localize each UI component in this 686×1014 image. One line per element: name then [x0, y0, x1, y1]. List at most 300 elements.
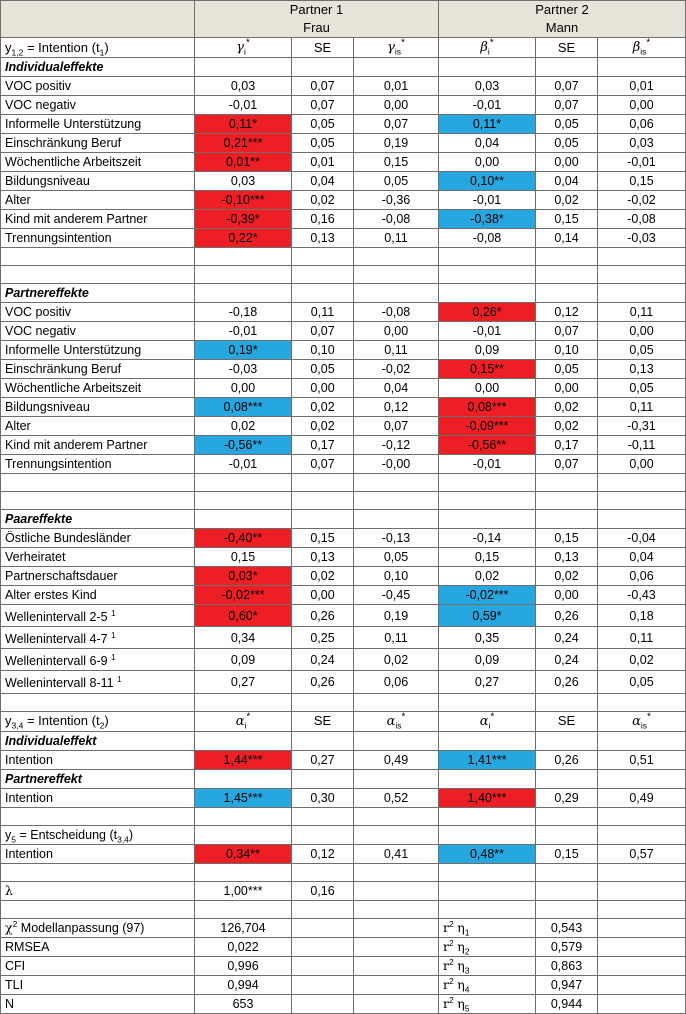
spacer-row — [1, 693, 686, 711]
spacer-row — [1, 248, 686, 266]
spacer-cell — [439, 900, 536, 918]
data-cell: 0,05 — [292, 360, 354, 379]
fit-label: N — [1, 994, 195, 1013]
data-cell: 0,21*** — [195, 134, 292, 153]
spacer-cell — [195, 863, 292, 881]
data-cell: 0,07 — [292, 455, 354, 474]
data-cell: 0,05 — [598, 379, 686, 398]
spacer-cell — [536, 474, 598, 492]
data-cell: 0,02 — [195, 417, 292, 436]
table-row — [1, 134, 686, 153]
spacer-cell — [292, 863, 354, 881]
data-cell: -0,02 — [598, 191, 686, 210]
spacer-cell — [354, 807, 439, 825]
section-title-pad — [292, 284, 354, 303]
data-cell: -0,39* — [195, 210, 292, 229]
table-row — [1, 96, 686, 115]
section-title-row — [1, 510, 686, 529]
data-cell: -0,01 — [195, 96, 292, 115]
table-row — [1, 229, 686, 248]
data-cell: 0,14 — [536, 229, 598, 248]
table-row — [1, 322, 686, 341]
fit-pad — [354, 956, 439, 975]
fit-statistic-row — [1, 918, 686, 937]
spacer-cell — [598, 248, 686, 266]
section-title-pad — [536, 731, 598, 750]
spacer-cell — [439, 248, 536, 266]
row-label: Alter — [1, 191, 195, 210]
column-symbol-block2-1: SE — [292, 711, 354, 731]
data-cell: 0,34 — [195, 627, 292, 649]
table-row — [1, 360, 686, 379]
data-cell: 0,10 — [292, 341, 354, 360]
data-cell: 0,02 — [292, 567, 354, 586]
section-title-pad — [354, 510, 439, 529]
spacer-cell — [292, 693, 354, 711]
data-cell: 0,19 — [354, 134, 439, 153]
data-cell: 0,04 — [536, 172, 598, 191]
data-cell: 0,05 — [354, 172, 439, 191]
data-cell: 0,07 — [354, 417, 439, 436]
spacer-cell — [439, 266, 536, 284]
pad-cell — [536, 825, 598, 844]
section-title-label: Paareffekte — [1, 510, 195, 529]
data-cell: 0,01** — [195, 153, 292, 172]
data-cell: 0,15 — [536, 210, 598, 229]
data-cell: 0,09 — [439, 341, 536, 360]
section-title-label: Partnereffekt — [1, 769, 195, 788]
data-cell: 0,15** — [439, 360, 536, 379]
fit-pad — [598, 975, 686, 994]
table-row — [1, 341, 686, 360]
spacer-cell — [598, 474, 686, 492]
row-label: VOC positiv — [1, 77, 195, 96]
row-label: Intention — [1, 788, 195, 807]
spacer-cell — [536, 863, 598, 881]
data-cell: 0,03 — [195, 172, 292, 191]
fit-pad — [354, 994, 439, 1013]
data-cell: 0,15 — [195, 548, 292, 567]
data-cell: -0,36 — [354, 191, 439, 210]
data-cell: 0,08*** — [195, 398, 292, 417]
table-row — [1, 398, 686, 417]
table-row — [1, 115, 686, 134]
row-label: Kind mit anderem Partner — [1, 436, 195, 455]
lambda-cell — [598, 881, 686, 900]
column-symbol-block1-3: $\beta_i^*$ — [439, 38, 536, 58]
header-corner-cell — [1, 1, 195, 38]
data-cell: 0,00 — [292, 379, 354, 398]
data-cell: -0,38* — [439, 210, 536, 229]
data-cell: 0,59* — [439, 605, 536, 627]
data-cell: 0,00 — [195, 379, 292, 398]
pad-cell — [439, 825, 536, 844]
data-cell: 0,00 — [439, 153, 536, 172]
data-cell: -0,14 — [439, 529, 536, 548]
data-cell: 0,13 — [598, 360, 686, 379]
spacer-cell — [292, 492, 354, 510]
section-title-pad — [195, 58, 292, 77]
data-cell: 0,26 — [292, 605, 354, 627]
data-cell: 0,07 — [292, 322, 354, 341]
section-title-pad — [195, 769, 292, 788]
fit-value: 653 — [195, 994, 292, 1013]
data-cell: 0,06 — [598, 115, 686, 134]
table-row — [1, 379, 686, 398]
data-cell: -0,11 — [598, 436, 686, 455]
data-cell: 0,02 — [536, 398, 598, 417]
row-label: Kind mit anderem Partner — [1, 210, 195, 229]
data-cell: 1,44*** — [195, 750, 292, 769]
table-row — [1, 750, 686, 769]
data-cell: -0,02 — [354, 360, 439, 379]
data-cell: -0,45 — [354, 586, 439, 605]
spacer-cell — [292, 807, 354, 825]
data-cell: 0,60* — [195, 605, 292, 627]
section-title-pad — [536, 284, 598, 303]
spacer-cell — [536, 492, 598, 510]
data-cell: 0,15 — [292, 529, 354, 548]
data-cell: -0,01 — [195, 322, 292, 341]
data-cell: 0,02 — [598, 649, 686, 671]
column-symbol-block2-2: $\alpha_{is}^*$ — [354, 711, 439, 731]
rsquared-label: $r^2$ $\eta_4$ — [439, 975, 536, 994]
rsquared-label: $r^2$ $\eta_2$ — [439, 937, 536, 956]
fit-label: TLI — [1, 975, 195, 994]
section-title-pad — [195, 284, 292, 303]
data-cell: 0,10 — [536, 341, 598, 360]
spacer-cell — [536, 900, 598, 918]
table-row — [1, 671, 686, 693]
data-cell: -0,08 — [439, 229, 536, 248]
section-title-row — [1, 731, 686, 750]
spacer-cell — [292, 248, 354, 266]
spacer-cell — [292, 474, 354, 492]
data-cell: -0,08 — [354, 303, 439, 322]
data-cell: 0,15 — [354, 153, 439, 172]
fit-pad — [598, 937, 686, 956]
data-cell: 0,18 — [598, 605, 686, 627]
spacer-cell — [1, 807, 195, 825]
fit-value: 126,704 — [195, 918, 292, 937]
table-header-row — [1, 1, 686, 38]
section-title-row — [1, 58, 686, 77]
row-label: Informelle Unterstützung — [1, 115, 195, 134]
data-cell: 0,00 — [354, 322, 439, 341]
fit-label: CFI — [1, 956, 195, 975]
pad-cell — [195, 825, 292, 844]
data-cell: 0,07 — [536, 455, 598, 474]
data-cell: -0,04 — [598, 529, 686, 548]
data-cell: 0,11 — [354, 341, 439, 360]
data-cell: 0,49 — [354, 750, 439, 769]
spacer-cell — [598, 492, 686, 510]
section-title-pad — [292, 58, 354, 77]
lambda-cell — [354, 881, 439, 900]
spacer-cell — [439, 807, 536, 825]
spacer-cell — [1, 492, 195, 510]
data-cell: 1,41*** — [439, 750, 536, 769]
spacer-cell — [195, 900, 292, 918]
data-cell: 0,27 — [439, 671, 536, 693]
rsquared-value: 0,543 — [536, 918, 598, 937]
spacer-row — [1, 863, 686, 881]
data-cell: 0,51 — [598, 750, 686, 769]
row-label: Intention — [1, 750, 195, 769]
data-cell: 0,24 — [536, 627, 598, 649]
header-partner1-title: Partner 1 — [289, 2, 344, 17]
data-cell: 0,26* — [439, 303, 536, 322]
data-cell: 0,26 — [292, 671, 354, 693]
section-title-pad — [536, 769, 598, 788]
section-title-pad — [439, 731, 536, 750]
table-row — [1, 548, 686, 567]
data-cell: -0,01 — [195, 455, 292, 474]
block-label-block2: $y_{3,4}$ = Intention $(t_2)$ — [1, 711, 195, 731]
data-cell: -0,01 — [439, 322, 536, 341]
data-cell: 0,05 — [354, 548, 439, 567]
data-cell: 0,49 — [598, 788, 686, 807]
row-label: Wellenintervall 4-7 $^1$ — [1, 627, 195, 649]
data-cell: 0,13 — [292, 548, 354, 567]
column-symbol-block1-0: $\gamma_i^*$ — [195, 38, 292, 58]
section-title-pad — [598, 510, 686, 529]
data-cell: -0,01 — [439, 191, 536, 210]
data-cell: 0,00 — [292, 586, 354, 605]
data-cell: 0,57 — [598, 844, 686, 863]
data-cell: 0,07 — [536, 96, 598, 115]
data-cell: 0,17 — [292, 436, 354, 455]
row-label: Verheiratet — [1, 548, 195, 567]
fit-statistic-row — [1, 937, 686, 956]
spacer-cell — [195, 474, 292, 492]
section-title-pad — [536, 58, 598, 77]
row-label: Intention — [1, 844, 195, 863]
column-symbol-block2-5: $\alpha_{is}^*$ — [598, 711, 686, 731]
lambda-row — [1, 881, 686, 900]
data-cell: 1,45*** — [195, 788, 292, 807]
row-label: Östliche Bundesländer — [1, 529, 195, 548]
data-cell: 0,00 — [598, 96, 686, 115]
data-cell: 0,06 — [354, 671, 439, 693]
data-cell: 0,06 — [598, 567, 686, 586]
fit-statistic-row — [1, 975, 686, 994]
data-cell: 0,48** — [439, 844, 536, 863]
data-cell: 0,04 — [598, 548, 686, 567]
spacer-row — [1, 492, 686, 510]
row-label: Alter — [1, 417, 195, 436]
data-cell: 0,03* — [195, 567, 292, 586]
fit-statistic-row — [1, 956, 686, 975]
row-label: Einschränkung Beruf — [1, 134, 195, 153]
data-cell: 0,00 — [536, 586, 598, 605]
fit-statistic-row — [1, 994, 686, 1013]
spacer-cell — [598, 693, 686, 711]
pad-cell — [292, 825, 354, 844]
spacer-cell — [1, 474, 195, 492]
row-label: Alter erstes Kind — [1, 586, 195, 605]
data-cell: 0,00 — [354, 96, 439, 115]
data-cell: 0,24 — [536, 649, 598, 671]
data-cell: 0,11 — [598, 627, 686, 649]
data-cell: 0,04 — [439, 134, 536, 153]
section-title-pad — [195, 510, 292, 529]
data-cell: 0,11* — [439, 115, 536, 134]
rsquared-value: 0,944 — [536, 994, 598, 1013]
data-cell: 0,19 — [354, 605, 439, 627]
data-cell: 0,09 — [439, 649, 536, 671]
data-cell: -0,12 — [354, 436, 439, 455]
data-cell: 0,11 — [354, 229, 439, 248]
table-row — [1, 436, 686, 455]
data-cell: -0,01 — [439, 455, 536, 474]
header-partner1-subtitle: Frau — [303, 20, 330, 35]
data-cell: -0,08 — [598, 210, 686, 229]
spacer-cell — [536, 807, 598, 825]
data-cell: -0,08 — [354, 210, 439, 229]
fit-pad — [354, 975, 439, 994]
data-cell: -0,03 — [195, 360, 292, 379]
section-title-pad — [439, 769, 536, 788]
fit-pad — [292, 994, 354, 1013]
data-cell: 0,10** — [439, 172, 536, 191]
table-row — [1, 172, 686, 191]
data-cell: 0,07 — [354, 115, 439, 134]
section-title-pad — [598, 58, 686, 77]
data-cell: 0,25 — [292, 627, 354, 649]
section-title-label: Partnereffekte — [1, 284, 195, 303]
data-cell: 0,41 — [354, 844, 439, 863]
data-cell: 0,15 — [536, 529, 598, 548]
fit-pad — [598, 956, 686, 975]
data-cell: -0,00 — [354, 455, 439, 474]
data-cell: 0,12 — [536, 303, 598, 322]
data-cell: 0,04 — [354, 379, 439, 398]
section-title-pad — [598, 769, 686, 788]
data-cell: 0,13 — [292, 229, 354, 248]
data-cell: 0,22* — [195, 229, 292, 248]
fit-label: RMSEA — [1, 937, 195, 956]
data-cell: 0,52 — [354, 788, 439, 807]
header-partner2 — [439, 1, 686, 38]
table-row — [1, 455, 686, 474]
column-symbol-block2-3: $\alpha_i^*$ — [439, 711, 536, 731]
fit-pad — [292, 975, 354, 994]
data-cell: 0,11 — [598, 398, 686, 417]
spacer-cell — [195, 248, 292, 266]
data-cell: 0,07 — [292, 77, 354, 96]
table-row — [1, 586, 686, 605]
block-label-block1: $y_{1,2}$ = Intention $(t_1)$ — [1, 38, 195, 58]
row-label: Trennungsintention — [1, 455, 195, 474]
section-title-row — [1, 284, 686, 303]
spacer-cell — [354, 474, 439, 492]
fit-value: 0,022 — [195, 937, 292, 956]
fit-pad — [598, 918, 686, 937]
row-label: Informelle Unterstützung — [1, 341, 195, 360]
data-cell: 0,01 — [292, 153, 354, 172]
fit-value: 0,994 — [195, 975, 292, 994]
table-row — [1, 788, 686, 807]
fit-pad — [354, 918, 439, 937]
fit-pad — [292, 918, 354, 937]
data-cell: 0,05 — [536, 115, 598, 134]
spacer-cell — [536, 248, 598, 266]
block3-label-row — [1, 825, 686, 844]
spacer-cell — [598, 807, 686, 825]
column-symbol-block1-4: SE — [536, 38, 598, 58]
rsquared-value: 0,947 — [536, 975, 598, 994]
spacer-cell — [354, 863, 439, 881]
column-symbol-block2-0: $\alpha_i^*$ — [195, 711, 292, 731]
data-cell: 0,24 — [292, 649, 354, 671]
spacer-cell — [536, 693, 598, 711]
data-cell: 0,05 — [536, 134, 598, 153]
spacer-cell — [598, 266, 686, 284]
lambda-cell — [536, 881, 598, 900]
data-cell: 0,15 — [598, 172, 686, 191]
fit-label: $\chi^2$ Modellanpassung (97) — [1, 918, 195, 937]
data-cell: 0,02 — [536, 567, 598, 586]
spacer-cell — [439, 474, 536, 492]
section-title-pad — [598, 731, 686, 750]
row-label: Wellenintervall 6-9 $^1$ — [1, 649, 195, 671]
data-cell: 0,16 — [292, 210, 354, 229]
data-cell: -0,10*** — [195, 191, 292, 210]
data-cell: 0,26 — [536, 671, 598, 693]
data-cell: 0,00 — [439, 379, 536, 398]
row-label: VOC negativ — [1, 322, 195, 341]
section-title-pad — [354, 58, 439, 77]
spacer-cell — [1, 266, 195, 284]
row-label: Wöchentliche Arbeitszeit — [1, 153, 195, 172]
spacer-cell — [1, 693, 195, 711]
spacer-row — [1, 266, 686, 284]
spacer-cell — [1, 900, 195, 918]
data-cell: 0,05 — [598, 341, 686, 360]
column-symbol-block2-4: SE — [536, 711, 598, 731]
lambda-label: λ — [1, 881, 195, 900]
header-partner2-subtitle: Mann — [545, 20, 579, 35]
row-label: VOC negativ — [1, 96, 195, 115]
data-cell: 0,00 — [536, 153, 598, 172]
data-cell: 0,05 — [598, 671, 686, 693]
spacer-cell — [195, 807, 292, 825]
data-cell: 0,00 — [598, 322, 686, 341]
data-cell: 0,29 — [536, 788, 598, 807]
column-symbol-block1-1: SE — [292, 38, 354, 58]
spacer-cell — [354, 248, 439, 266]
spacer-cell — [439, 492, 536, 510]
data-cell: 0,09 — [195, 649, 292, 671]
data-cell: 0,11 — [598, 303, 686, 322]
data-cell: 0,30 — [292, 788, 354, 807]
row-label: VOC positiv — [1, 303, 195, 322]
spacer-cell — [1, 863, 195, 881]
spacer-cell — [354, 900, 439, 918]
data-cell: 0,11* — [195, 115, 292, 134]
data-cell: 0,07 — [536, 77, 598, 96]
data-cell: -0,56** — [195, 436, 292, 455]
spacer-cell — [195, 492, 292, 510]
spacer-cell — [292, 900, 354, 918]
data-cell: -0,40** — [195, 529, 292, 548]
spacer-cell — [292, 266, 354, 284]
section-title-row — [1, 769, 686, 788]
spacer-row — [1, 807, 686, 825]
section-title-pad — [536, 510, 598, 529]
symbol-header-row-block2 — [1, 711, 686, 731]
